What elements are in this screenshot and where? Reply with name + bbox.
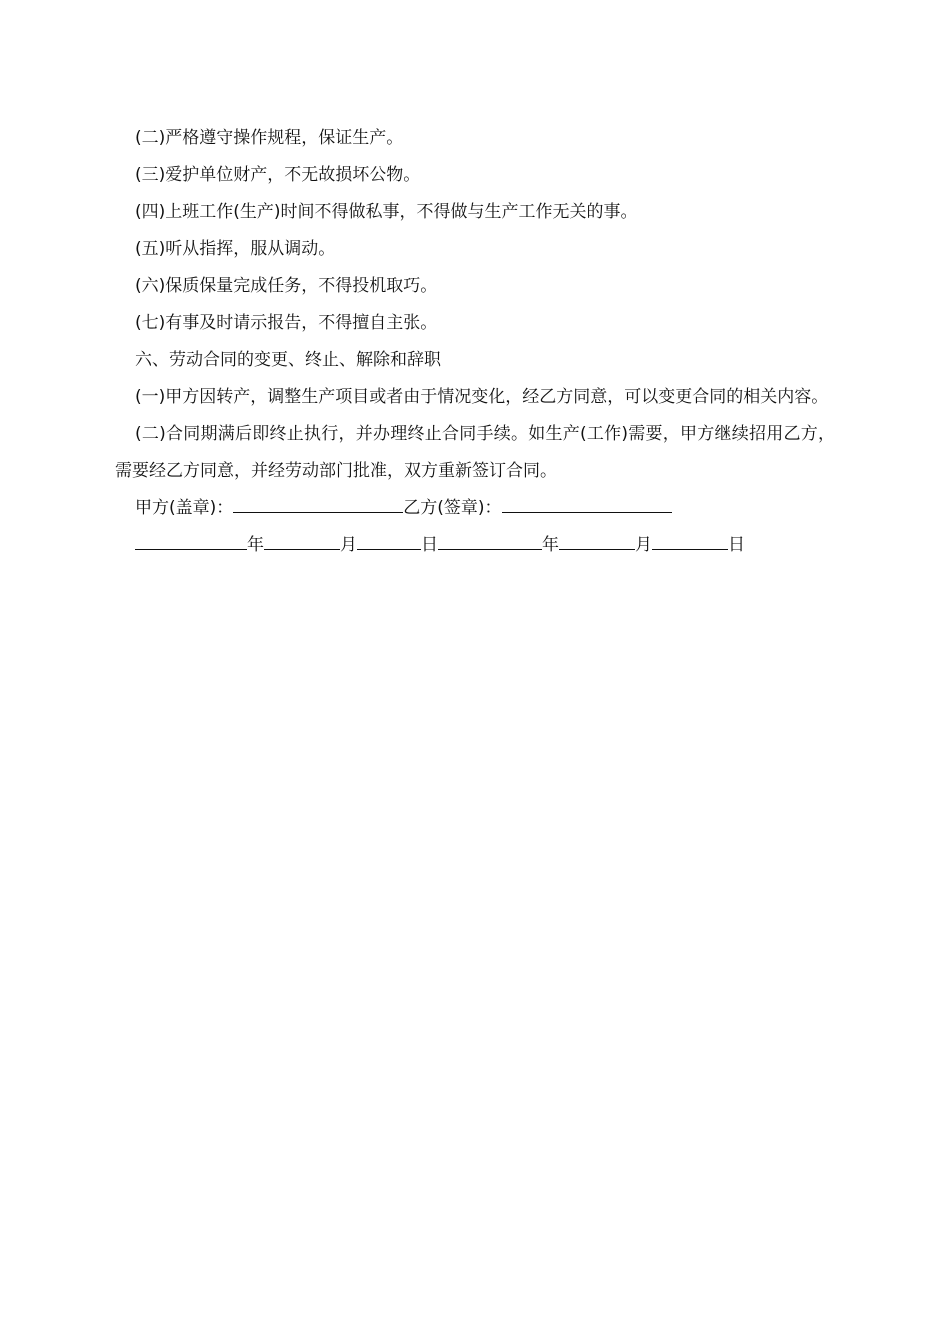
party-b-month-label: 月 (635, 535, 652, 555)
party-b-label: 乙方(签章)： (403, 498, 502, 518)
party-a-day-label: 日 (421, 535, 438, 555)
party-b-month-blank (559, 535, 635, 550)
party-b-signature-blank (502, 498, 672, 513)
party-a-month-label: 月 (340, 535, 357, 555)
party-a-year-blank (135, 535, 247, 550)
clause-4: (四)上班工作(生产)时间不得做私事，不得做与生产工作无关的事。 (135, 202, 638, 222)
clause-3: (三)爱护单位财产，不无故损坏公物。 (135, 165, 421, 185)
party-a-year-label: 年 (247, 535, 264, 555)
party-b-year-label: 年 (542, 535, 559, 555)
party-a-month-blank (264, 535, 340, 550)
section-6-clause-1: (一)甲方因转产，调整生产项目或者由于情况变化，经乙方同意，可以变更合同的相关内容。 (135, 387, 829, 407)
section-6-clause-2: (二)合同期满后即终止执行，并办理终止合同手续。如生产(工作)需要，甲方继续招用乙方，需要经乙方同意，并经劳动部门批准，双方重新签订合同。 (115, 424, 835, 481)
section-heading-6: 六、劳动合同的变更、终止、解除和辞职 (135, 350, 441, 370)
party-b-day-label: 日 (728, 535, 745, 555)
date-line (115, 527, 835, 564)
party-a-signature-blank (233, 498, 403, 513)
signature-line (115, 490, 835, 527)
party-a-day-blank (357, 535, 421, 550)
clause-7: (七)有事及时请示报告，不得擅自主张。 (135, 313, 438, 333)
clause-2: (二)严格遵守操作规程，保证生产。 (135, 128, 404, 148)
clause-6: (六)保质保量完成任务，不得投机取巧。 (135, 276, 438, 296)
document-body (115, 120, 835, 564)
party-b-year-blank (438, 535, 542, 550)
party-a-label: 甲方(盖章)： (135, 498, 234, 518)
clause-5: (五)听从指挥，服从调动。 (135, 239, 336, 259)
party-b-day-blank (652, 535, 728, 550)
